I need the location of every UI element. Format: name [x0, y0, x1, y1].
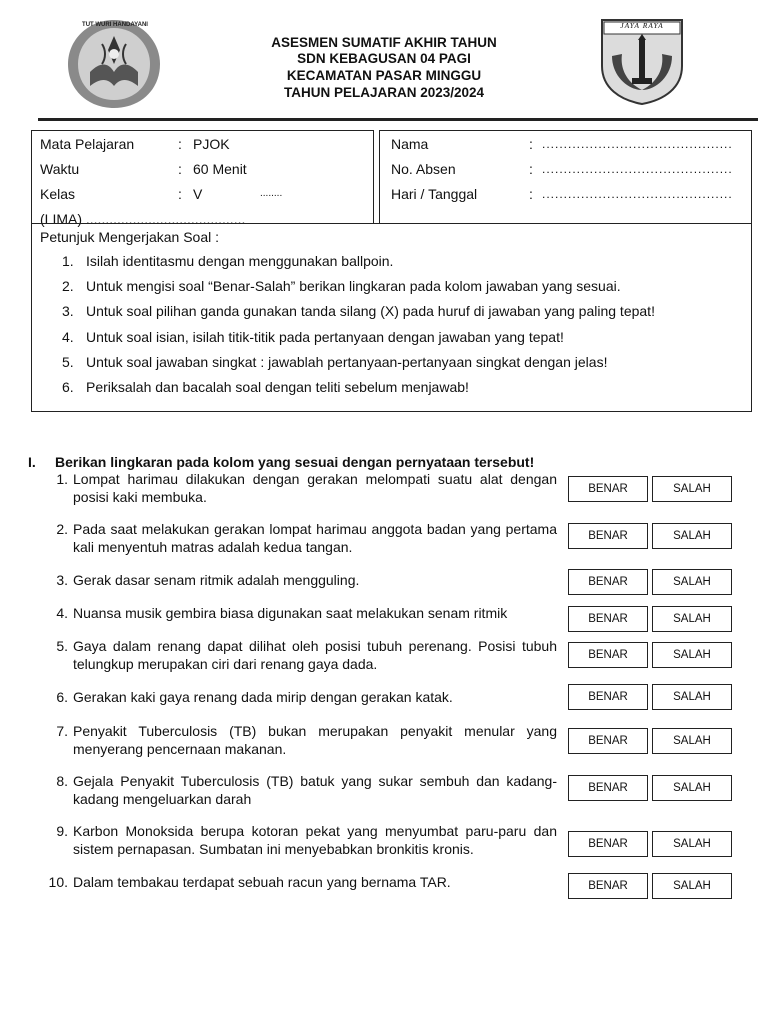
false-option-9[interactable]: SALAH: [652, 831, 732, 857]
false-option-1[interactable]: SALAH: [652, 476, 732, 502]
instruction-item: 4. Untuk soal isian, isilah titik-titik pada pertanyaan dengan jawaban yang tepat!: [62, 329, 564, 345]
label-time: Waktu: [40, 161, 80, 177]
false-option-8[interactable]: SALAH: [652, 775, 732, 801]
header-district: KECAMATAN PASAR MINGGU: [286, 68, 482, 83]
value-class: V: [193, 186, 203, 202]
section-number: I.: [28, 454, 36, 470]
question-number: 9.: [56, 823, 68, 839]
question-number: 10.: [48, 874, 68, 890]
true-option-4[interactable]: BENAR: [568, 606, 648, 632]
true-option-5[interactable]: BENAR: [568, 642, 648, 668]
question-number: 2.: [56, 521, 68, 537]
class-name-line: (LIMA) .........................................: [40, 211, 246, 227]
field-absence-no[interactable]: ............................................: [542, 162, 733, 176]
question-text: Pada saat melakukan gerakan lompat harimau anggota badan yang pertama kali menyentuh matras adalah kedua tangan.: [73, 521, 557, 555]
question-text: Lompat harimau dilakukan dengan gerakan melompati suatu alat dengan posisi kaki membuka.: [73, 471, 557, 505]
false-option-5[interactable]: SALAH: [652, 642, 732, 668]
question-text: Gaya dalam renang dapat dilihat oleh posisi tubuh perenang. Posisi tubuh telungkup merupakan ciri dari renang gaya dada.: [73, 638, 557, 672]
field-name[interactable]: ............................................: [542, 137, 733, 151]
false-option-4[interactable]: SALAH: [652, 606, 732, 632]
header-divider: [38, 118, 758, 121]
label-subject: Mata Pelajaran: [40, 136, 135, 152]
label-class: Kelas: [40, 186, 76, 202]
right-logo-caption: JAYA RAYA: [620, 21, 664, 30]
question-text: Penyakit Tuberculosis (TB) bukan merupakan penyakit menular yang menyerang pencernaan makanan.: [73, 723, 557, 757]
sep-absence-no: :: [529, 161, 533, 177]
question-text: Dalam tembakau terdapat sebuah racun yang bernama TAR.: [73, 874, 451, 890]
label-absence-no: No. Absen: [391, 161, 456, 177]
false-option-3[interactable]: SALAH: [652, 569, 732, 595]
false-option-7[interactable]: SALAH: [652, 728, 732, 754]
class-dots: ........: [260, 188, 283, 199]
true-option-7[interactable]: BENAR: [568, 728, 648, 754]
question-text: Gerak dasar senam ritmik adalah mengguling.: [73, 572, 360, 588]
true-option-2[interactable]: BENAR: [568, 523, 648, 549]
question-text: Gerakan kaki gaya renang dada mirip dengan gerakan katak.: [73, 689, 453, 705]
true-option-1[interactable]: BENAR: [568, 476, 648, 502]
question-number: 8.: [56, 773, 68, 789]
false-option-2[interactable]: SALAH: [652, 523, 732, 549]
header-year: TAHUN PELAJARAN 2023/2024: [283, 85, 485, 100]
label-date: Hari / Tanggal: [391, 186, 478, 202]
header-school: SDN KEBAGUSAN 04 PAGI: [297, 51, 471, 66]
false-option-6[interactable]: SALAH: [652, 684, 732, 710]
instruction-item: 5. Untuk soal jawaban singkat : jawablah pertanyaan-pertanyaan singkat dengan jelas!: [62, 354, 608, 370]
instruction-item: 3. Untuk soal pilihan ganda gunakan tanda silang (X) pada huruf di jawaban yang paling tepat!: [62, 303, 655, 319]
left-logo-caption: TUT WURI HANDAYANI: [82, 22, 148, 28]
field-date[interactable]: ............................................: [542, 187, 733, 201]
question-number: 1.: [56, 471, 68, 487]
label-name: Nama: [391, 136, 429, 152]
sep-subject: :: [178, 136, 182, 152]
question-number: 5.: [56, 638, 68, 654]
sep-date: :: [529, 186, 533, 202]
question-number: 7.: [56, 723, 68, 739]
true-option-10[interactable]: BENAR: [568, 873, 648, 899]
question-text: Gejala Penyakit Tuberculosis (TB) batuk yang sukar sembuh dan kadang-kadang mengeluarkan darah: [73, 773, 557, 807]
true-option-9[interactable]: BENAR: [568, 831, 648, 857]
instruction-item: 1. Isilah identitasmu dengan menggunakan ballpoin.: [62, 253, 394, 269]
sep-time: :: [178, 161, 182, 177]
false-option-10[interactable]: SALAH: [652, 873, 732, 899]
instruction-item: 2. Untuk mengisi soal “Benar-Salah” berikan lingkaran pada kolom jawaban yang sesuai.: [62, 278, 621, 294]
true-option-3[interactable]: BENAR: [568, 569, 648, 595]
sep-class: :: [178, 186, 182, 202]
instructions-title: Petunjuk Mengerjakan Soal :: [40, 229, 219, 245]
value-subject: PJOK: [193, 136, 230, 152]
question-number: 3.: [56, 572, 68, 588]
true-option-6[interactable]: BENAR: [568, 684, 648, 710]
section-title: Berikan lingkaran pada kolom yang sesuai dengan pernyataan tersebut!: [55, 454, 535, 470]
question-text: Karbon Monoksida berupa kotoran pekat yang menyumbat paru-paru dan sistem pernapasan. Sumbatan ini menyebabkan bronkitis kronis.: [73, 823, 557, 857]
header-title: ASESMEN SUMATIF AKHIR TAHUN: [271, 35, 497, 50]
value-time: 60 Menit: [193, 161, 247, 177]
question-number: 4.: [56, 605, 68, 621]
question-number: 6.: [56, 689, 68, 705]
sep-name: :: [529, 136, 533, 152]
question-text: Nuansa musik gembira biasa digunakan saat melakukan senam ritmik: [73, 605, 508, 621]
true-option-8[interactable]: BENAR: [568, 775, 648, 801]
instruction-item: 6. Periksalah dan bacalah soal dengan teliti sebelum menjawab!: [62, 379, 469, 395]
